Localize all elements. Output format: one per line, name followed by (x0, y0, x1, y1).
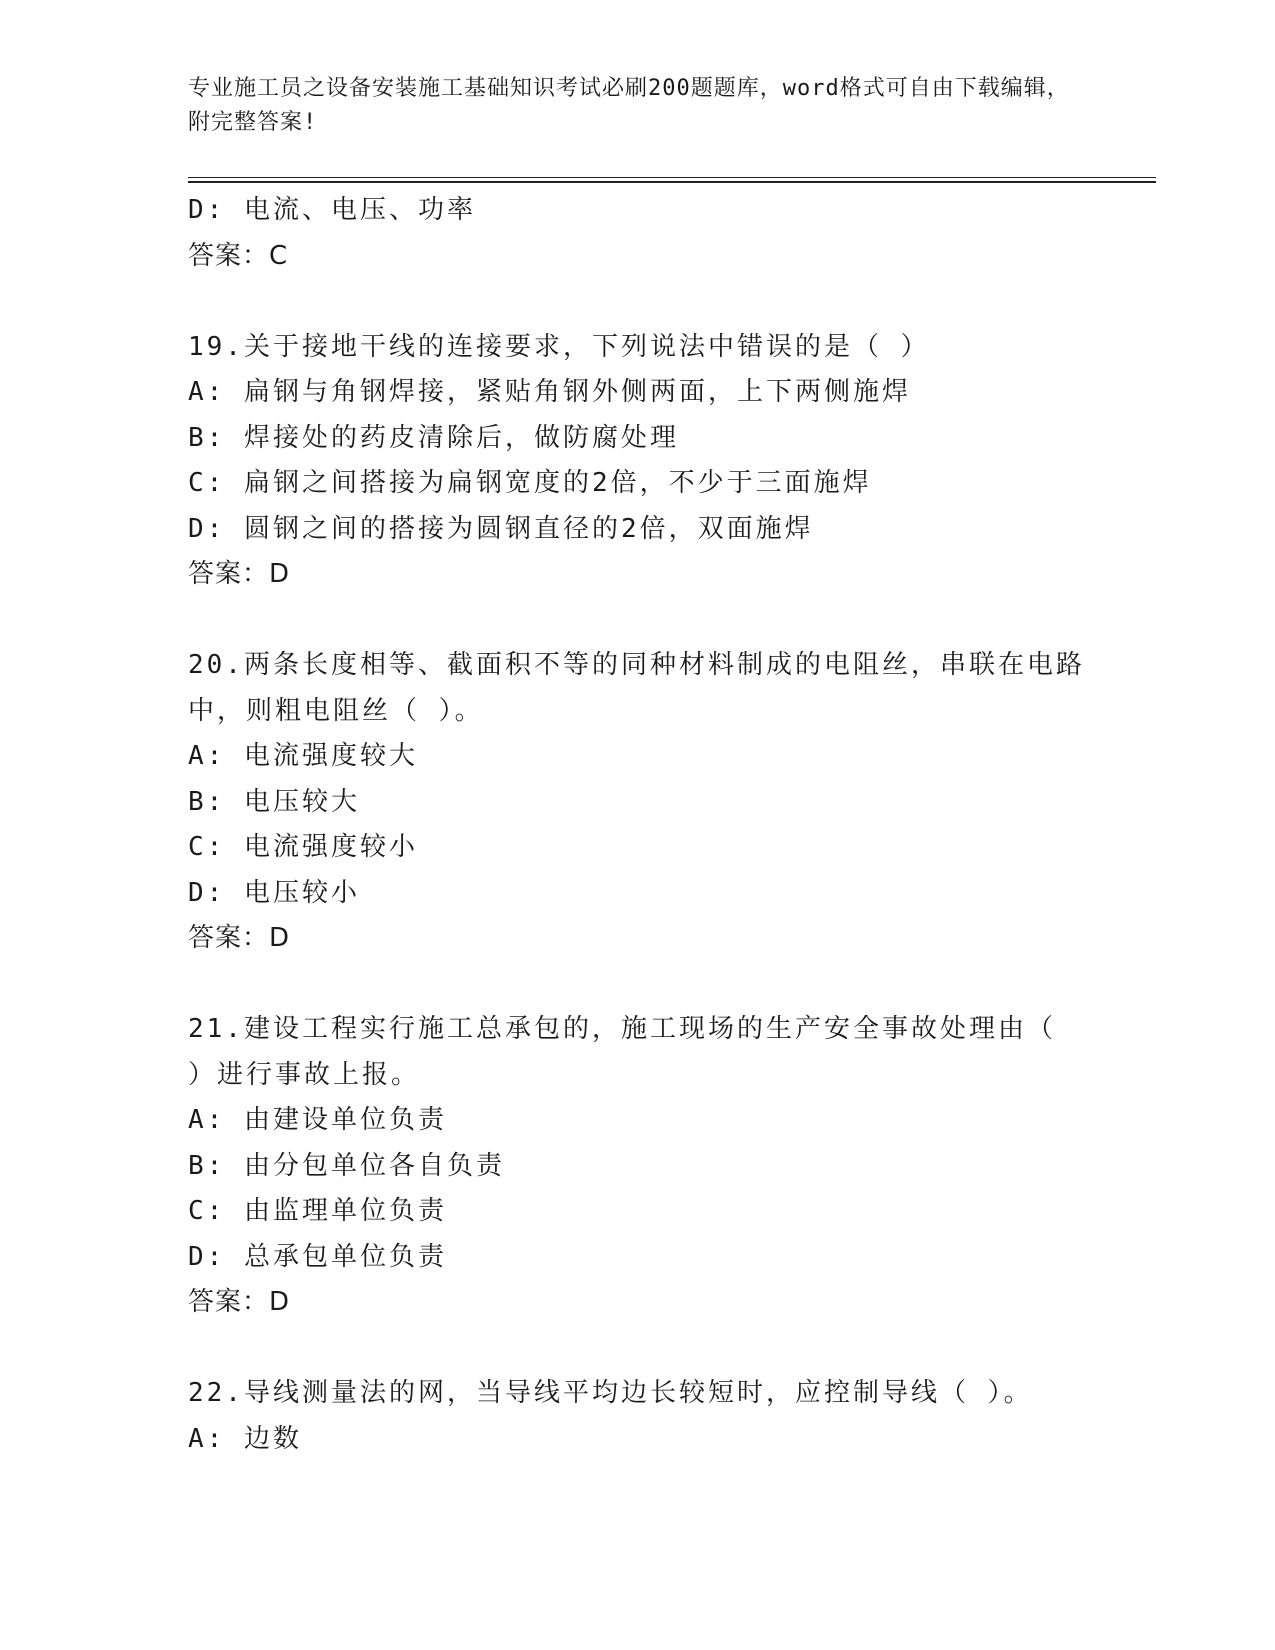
option-b: B: 由分包单位各自负责 (188, 1150, 505, 1181)
question-stem: 19.关于接地干线的连接要求，下列说法中错误的是（ ） (188, 331, 930, 362)
answer: 答案：D (188, 1287, 291, 1317)
question-21 (188, 1007, 1088, 1326)
header-divider-bottom (188, 181, 1156, 183)
option-a: A: 由建设单位负责 (188, 1105, 447, 1135)
option-d: D: 总承包单位负责 (188, 1241, 447, 1272)
spacer (188, 1326, 1088, 1372)
answer: 答案：D (188, 923, 291, 953)
question-content (188, 188, 1088, 1462)
document-header: 专业施工员之设备安装施工基础知识考试必刷200题题库，word格式可自由下载编辑，附完整答案! (188, 76, 1070, 135)
option-c: C: 由监理单位负责 (188, 1196, 447, 1226)
previous-answer: 答案：C (188, 240, 289, 271)
option-c: C: 扁钢之间搭接为扁钢宽度的2倍，不少于三面施焊 (188, 468, 872, 498)
question-20 (188, 643, 1088, 962)
question-stem: 22.导线测量法的网，当导线平均边长较短时，应控制导线（ ）。 (188, 1378, 1033, 1408)
option-b: B: 焊接处的药皮清除后，做防腐处理 (188, 422, 679, 453)
option-d: D: 圆钢之间的搭接为圆钢直径的2倍，双面施焊 (188, 513, 814, 544)
option-a: A: 电流强度较大 (188, 741, 418, 771)
option-a: A: 扁钢与角钢焊接，紧贴角钢外侧两面，上下两侧施焊 (188, 377, 911, 407)
spacer (188, 598, 1088, 644)
spacer (188, 279, 1088, 325)
question-stem: 20.两条长度相等、截面积不等的同种材料制成的电阻丝，串联在电路中，则粗电阻丝（ ）。 (188, 650, 1085, 726)
question-stem: 21.建设工程实行施工总承包的，施工现场的生产安全事故处理由（ ）进行事故上报。 (188, 1014, 1056, 1090)
option-a: A: 边数 (188, 1423, 302, 1454)
header-divider-top (188, 177, 1156, 178)
option-b: B: 电压较大 (188, 786, 360, 817)
option-c: C: 电流强度较小 (188, 832, 418, 862)
question-19 (188, 325, 1088, 598)
answer: 答案：D (188, 559, 291, 589)
spacer (188, 962, 1088, 1008)
previous-option-d: D: 电流、电压、功率 (188, 195, 476, 225)
question-22 (188, 1371, 1088, 1462)
option-d: D: 电压较小 (188, 877, 360, 908)
